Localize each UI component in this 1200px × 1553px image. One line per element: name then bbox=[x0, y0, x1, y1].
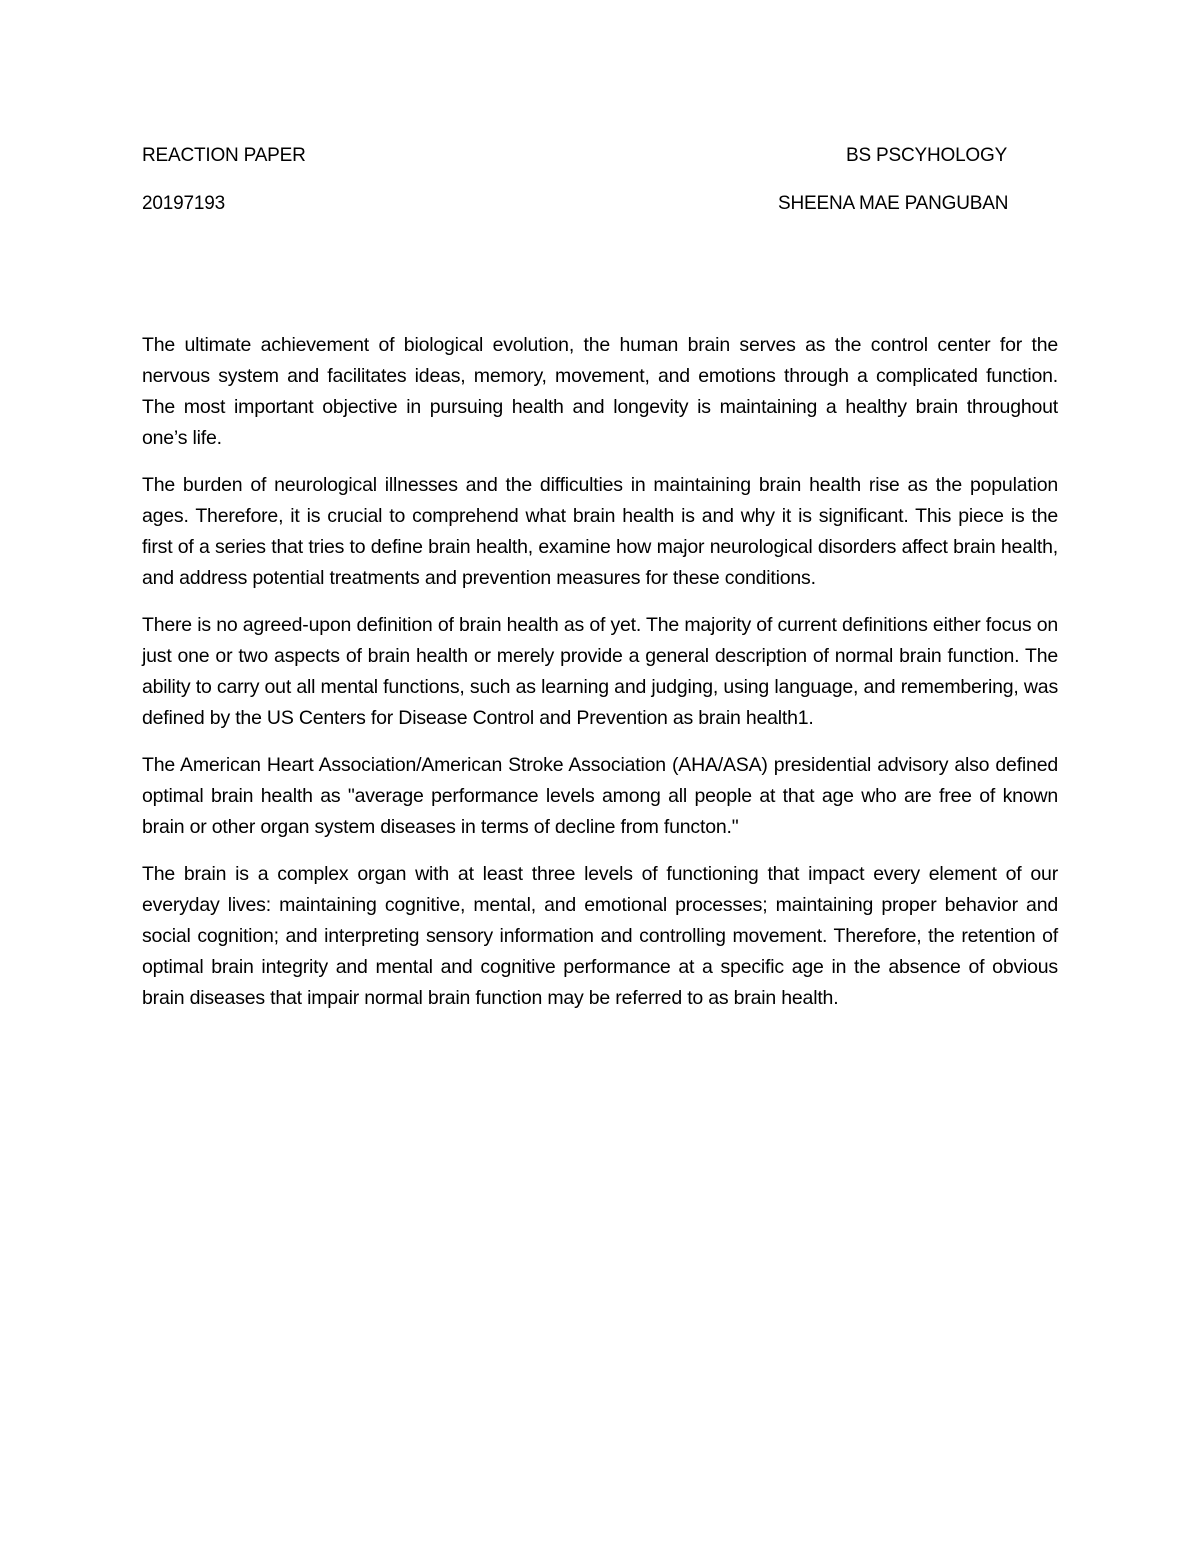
paragraph-3: There is no agreed-upon definition of brain health as of yet. The majority of current definitions either focus on just one or two aspects of brain health or merely provide a general description of normal brain function. The ability to carry out all mental functions, such as learning and judging, using language, and remembering, was defined by the US Centers for Disease Control and Prevention as brain health1. bbox=[142, 614, 1058, 729]
paragraph-1: The ultimate achievement of biological evolution, the human brain serves as the control center for the nervous system and facilitates ideas, memory, movement, and emotions through a complicated function. The most important objective in pursuing health and longevity is maintaining a healthy brain throughout one’s life. bbox=[142, 334, 1058, 449]
author-name: SHEENA MAE PANGUBAN bbox=[778, 193, 1009, 214]
paragraph-5: The brain is a complex organ with at least three levels of functioning that impact every element of our everyday lives: maintaining cognitive, mental, and emotional processes; maintaining proper behavior and social cognition; and interpreting sensory information and controlling movement. Therefore, the retention of optimal brain integrity and mental and cognitive performance at a specific age in the absence of obvious brain diseases that impair normal brain function may be referred to as brain health. bbox=[142, 863, 1058, 1009]
paragraph-2: The burden of neurological illnesses and the difficulties in maintaining brain health rise as the population ages. Therefore, it is crucial to comprehend what brain health is and why it is significant. This piece is the first of a series that tries to define brain health, examine how major neurological disorders affect brain health, and address potential treatments and prevention measures for these conditions. bbox=[142, 474, 1058, 589]
student-id: 20197193 bbox=[142, 193, 225, 214]
paragraph-4: The American Heart Association/American Stroke Association (AHA/ASA) presidential advisory also defined optimal brain health as "average performance levels among all people at that age who are free of known brain or other organ system diseases in terms of decline from functon." bbox=[142, 754, 1058, 838]
program-label: BS PSCYHOLOGY bbox=[846, 145, 1008, 166]
doc-type-label: REACTION PAPER bbox=[142, 145, 306, 166]
essay-body bbox=[142, 330, 1058, 1030]
